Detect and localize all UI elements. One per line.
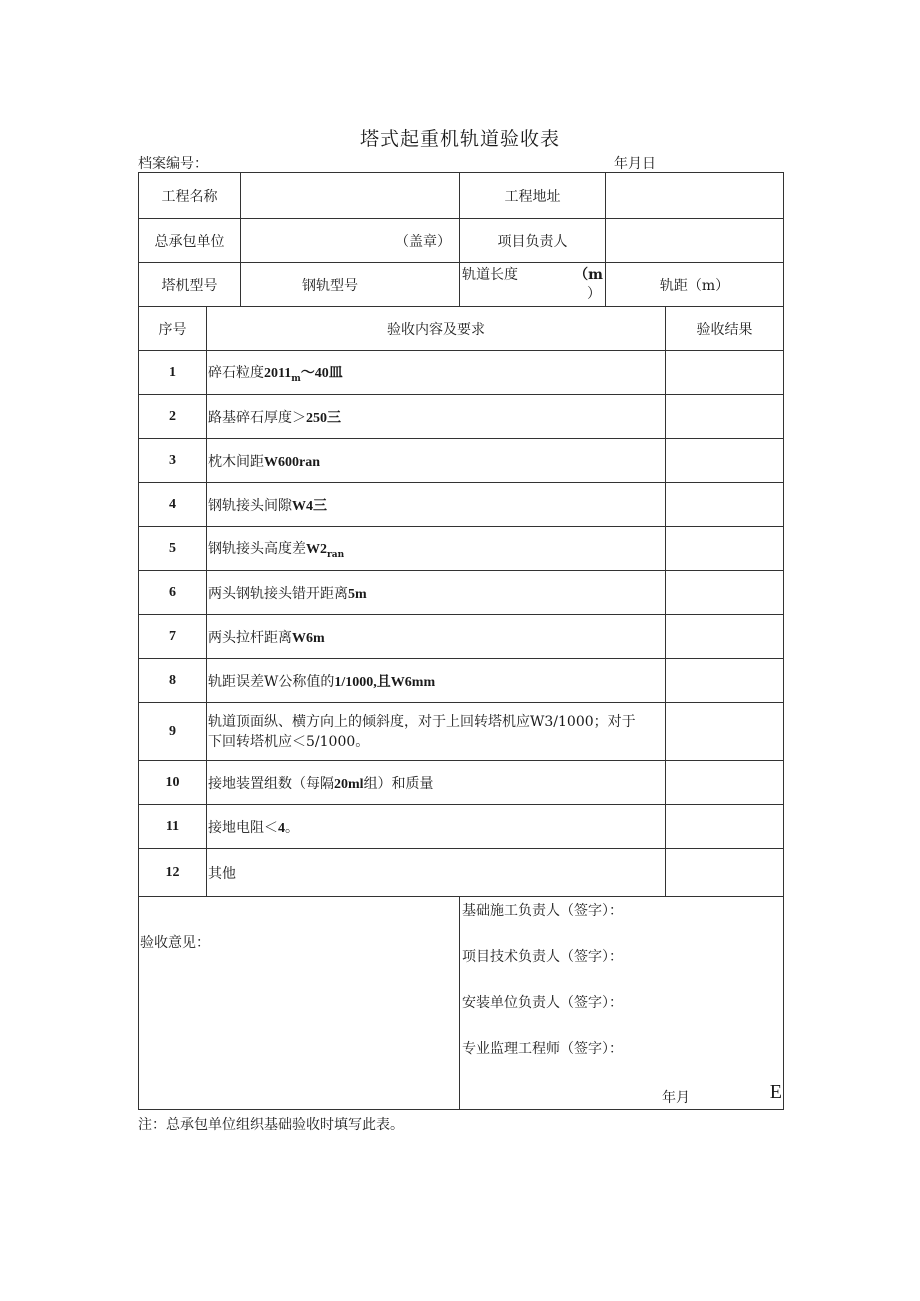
opinion-label: 验收意见： xyxy=(140,935,210,951)
item-result[interactable] xyxy=(666,527,784,571)
item-no: 3 xyxy=(139,439,207,483)
item-result[interactable] xyxy=(666,615,784,659)
item-no: 7 xyxy=(139,615,207,659)
general-contractor-label: 总承包单位 xyxy=(139,219,241,263)
item-result[interactable] xyxy=(666,761,784,805)
header-row-3 xyxy=(139,263,784,307)
track-length-label: 轨道长度 xyxy=(462,267,518,283)
item-no: 2 xyxy=(139,395,207,439)
item-result[interactable] xyxy=(666,703,784,761)
table-row xyxy=(139,615,784,659)
track-length-unit-bottom: ） xyxy=(587,286,601,302)
project-manager-value[interactable] xyxy=(606,219,784,263)
item-result[interactable] xyxy=(666,395,784,439)
table-row xyxy=(139,439,784,483)
item-content xyxy=(207,703,666,761)
item-content-line: 下回转塔机应＜5/1000。 xyxy=(208,733,370,750)
page-title: 塔式起重机轨道验收表 xyxy=(359,128,560,150)
general-contractor-value[interactable] xyxy=(241,219,460,263)
acceptance-table xyxy=(138,172,784,1110)
rail-model-label: 钢轨型号 xyxy=(241,263,460,307)
gauge-label: 轨距（m） xyxy=(606,263,784,307)
signature-date-label: 年月 xyxy=(662,1090,690,1106)
table-row xyxy=(139,849,784,897)
table-row xyxy=(139,483,784,527)
item-result[interactable] xyxy=(666,805,784,849)
col-no-header: 序号 xyxy=(139,307,207,351)
table-row xyxy=(139,703,784,761)
footnote: 注：总承包单位组织基础验收时填写此表。 xyxy=(138,1117,404,1133)
table-row xyxy=(139,761,784,805)
item-content: 接地电阻＜4。 xyxy=(207,805,666,849)
item-no: 8 xyxy=(139,659,207,703)
stamp-hint: （盖章） xyxy=(395,233,451,250)
project-name-label: 工程名称 xyxy=(139,173,241,219)
item-no: 9 xyxy=(139,703,207,761)
item-content: 两头钢轨接头错开距离5m xyxy=(207,571,666,615)
signature-date-tail: E xyxy=(769,1081,782,1103)
item-no: 5 xyxy=(139,527,207,571)
table-row xyxy=(139,571,784,615)
project-address-value[interactable] xyxy=(606,173,784,219)
item-content: 接地装置组数（每隔20ml组）和质量 xyxy=(207,761,666,805)
item-no: 1 xyxy=(139,351,207,395)
date-label: 年月日 xyxy=(614,156,656,172)
crane-model-label: 塔机型号 xyxy=(139,263,241,307)
item-no: 11 xyxy=(139,805,207,849)
signer-technical: 项目技术负责人（签字）： xyxy=(462,949,623,965)
project-manager-label: 项目负责人 xyxy=(460,219,606,263)
item-result[interactable] xyxy=(666,659,784,703)
item-content: 轨距误差W公称值的1/1000,且W6mm xyxy=(207,659,666,703)
item-content: 钢轨接头高度差$W2_{ran}$ xyxy=(207,527,666,571)
signer-installer: 安装单位负责人（签字）： xyxy=(462,995,623,1011)
item-content: 两头拉杆距离W6m xyxy=(207,615,666,659)
item-content: 其他 xyxy=(207,849,666,897)
item-result[interactable] xyxy=(666,439,784,483)
signer-foundation: 基础施工负责人（签字）： xyxy=(462,903,623,919)
signature-cell[interactable] xyxy=(460,897,784,1110)
table-row xyxy=(139,351,784,395)
table-row xyxy=(139,659,784,703)
table-row xyxy=(139,527,784,571)
item-no: 12 xyxy=(139,849,207,897)
col-result-header: 验收结果 xyxy=(666,307,784,351)
item-result[interactable] xyxy=(666,483,784,527)
project-name-value[interactable] xyxy=(241,173,460,219)
acceptance-row xyxy=(139,897,784,1110)
opinion-cell[interactable] xyxy=(139,897,460,1110)
item-no: 10 xyxy=(139,761,207,805)
item-no: 6 xyxy=(139,571,207,615)
header-row-2 xyxy=(139,219,784,263)
header-row-1 xyxy=(139,173,784,219)
column-header-row xyxy=(139,307,784,351)
track-length-cell[interactable] xyxy=(460,263,606,307)
item-result[interactable] xyxy=(666,571,784,615)
col-content-header: 验收内容及要求 xyxy=(207,307,666,351)
project-address-label: 工程地址 xyxy=(460,173,606,219)
table-row xyxy=(139,805,784,849)
item-content: 枕木间距W600ran xyxy=(207,439,666,483)
signer-supervisor: 专业监理工程师（签字）： xyxy=(462,1041,623,1057)
item-content: 钢轨接头间隙W4三 xyxy=(207,483,666,527)
item-no: 4 xyxy=(139,483,207,527)
item-content-line: 轨道顶面纵、横方向上的倾斜度，对于上回转塔机应W3/1000；对于 xyxy=(208,713,636,730)
track-length-unit-top: （m xyxy=(574,267,603,283)
item-content: 碎石粒度$2011_m\sim 40$皿 xyxy=(207,351,666,395)
table-row xyxy=(139,395,784,439)
item-result[interactable] xyxy=(666,849,784,897)
file-no-label: 档案编号： xyxy=(138,156,208,172)
item-content: 路基碎石厚度＞250三 xyxy=(207,395,666,439)
item-result[interactable] xyxy=(666,351,784,395)
